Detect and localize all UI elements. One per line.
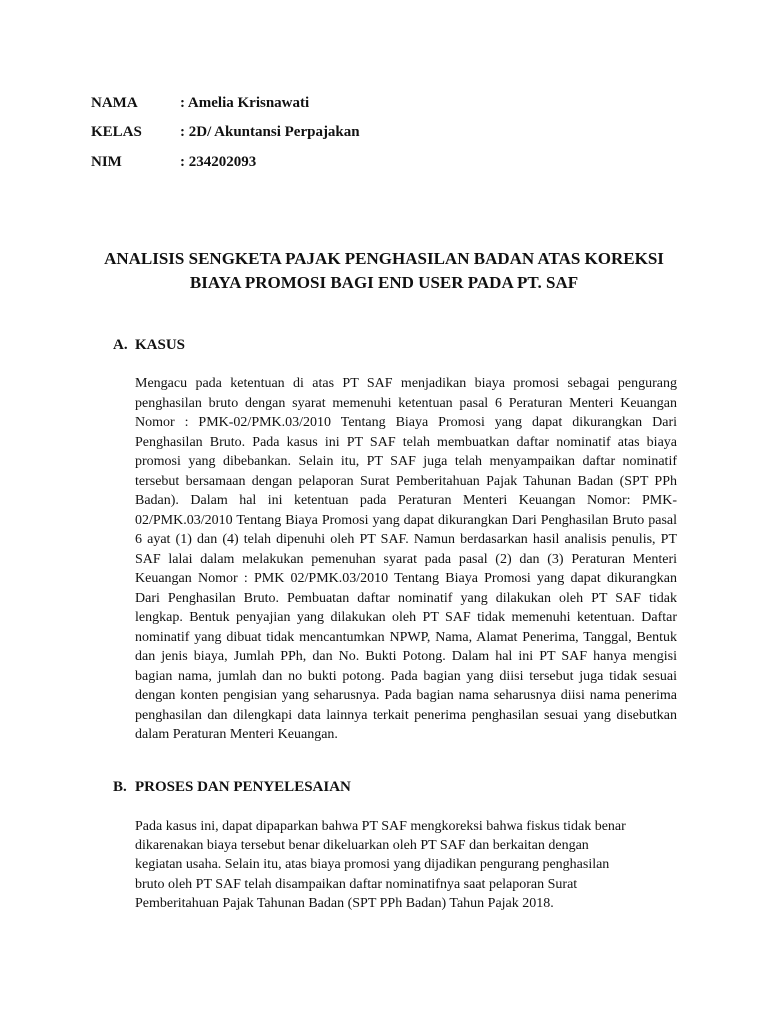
section-b-heading (113, 778, 351, 796)
section-b-letter: B. (113, 779, 127, 795)
section-b-body (135, 817, 677, 913)
section-b-line: kegiatan usaha. Selain itu, atas biaya promosi yang dijadikan pengurang penghasilan (135, 857, 610, 873)
student-class-value: : 2D/ Akuntansi Perpajakan (180, 124, 360, 140)
student-nim-row (91, 153, 256, 171)
section-a-title: KASUS (135, 337, 186, 353)
section-b-line: Pada kasus ini, dapat dipaparkan bahwa PT SAF mengkoreksi bahwa fiskus tidak benar (135, 819, 626, 834)
section-a-body: Mengacu pada ketentuan di atas PT SAF menjadikan biaya promosi sebagai pengurang penghasilan bruto dengan syarat memenuhi ketentuan pasal 6 Peraturan Menteri Keuangan Nomor : PMK-02/PMK.03/2010 Tentang Biaya Promosi yang dapat dikurangkan Dari Penghasilan Bruto. Pada kasus ini PT SAF telah membuatkan daftar nominatif atas biaya promosi yang dibebankan. Selain itu, PT SAF juga telah menyampaikan daftar nominatif tersebut bersamaan dengan pelaporan Surat Pemberitahuan Pajak Tahunan Badan (SPT PPh Badan). Dalam hal ini ketentuan pada Peraturan Menteri Keuangan Nomor: PMK-02/PMK.03/2010 Tentang Biaya Promosi yang dapat dikurangkan Dari Penghasilan Bruto pasal 6 ayat (1) dan (4) telah dipenuhi oleh PT SAF. Namun berdasarkan hasil analisis penulis, PT SAF lalai dalam melakukan pemenuhan syarat pada pasal (2) dan (3) Peraturan Menteri Keuangan Nomor : PMK 02/PMK.03/2010 Tentang Biaya Promosi yang dapat dikurangkan Dari Penghasilan Bruto. Pembuatan daftar nominatif yang dilakukan oleh PT SAF tidak lengkap. Bentuk penyajian yang dilakukan oleh PT SAF tidak memenuhi ketentuan. Daftar nominatif yang dibuat tidak mencantumkan NPWP, Nama, Alamat Penerima, Tanggal, Bentuk dan jenis biaya, Jumlah PPh, dan No. Bukti Potong. Dalam hal ini PT SAF hanya mengisi bagian nama, jumlah dan no bukti potong. Pada bagian yang diisi tersebut juga tidak sesuai dengan konten pengisian yang seharusnya. Pada bagian nama seharusnya diisi nama penerima penghasilan dan dilengkapi data lainnya terkait penerima penghasilan sesuai yang disebutkan dalam Peraturan Menteri Keuangan. (135, 376, 677, 742)
document-title: ANALISIS SENGKETA PAJAK PENGHASILAN BADAN ATAS KOREKSI BIAYA PROMOSI BAGI END USER PADA PT. SAF (104, 249, 664, 292)
student-name-label: NAMA (91, 95, 138, 111)
student-nim-value: : 234202093 (180, 154, 257, 170)
section-a-heading (113, 336, 185, 354)
section-b-line: dikarenakan biaya tersebut benar dikeluarkan oleh PT SAF dan berkaitan dengan (135, 838, 589, 854)
section-a-letter: A. (113, 337, 128, 353)
student-class-row (91, 123, 360, 141)
section-b-title: PROSES DAN PENYELESAIAN (135, 779, 351, 795)
student-name-value: : Amelia Krisnawati (180, 95, 310, 111)
section-b-line: Pemberitahuan Pajak Tahunan Badan (SPT PPh Badan) Tahun Pajak 2018. (135, 895, 554, 911)
student-name-row (91, 94, 309, 112)
student-class-label: KELAS (91, 124, 142, 140)
student-nim-label: NIM (91, 154, 122, 170)
section-b-line: bruto oleh PT SAF telah disampaikan daftar nominatifnya saat pelaporan Surat (135, 876, 578, 892)
